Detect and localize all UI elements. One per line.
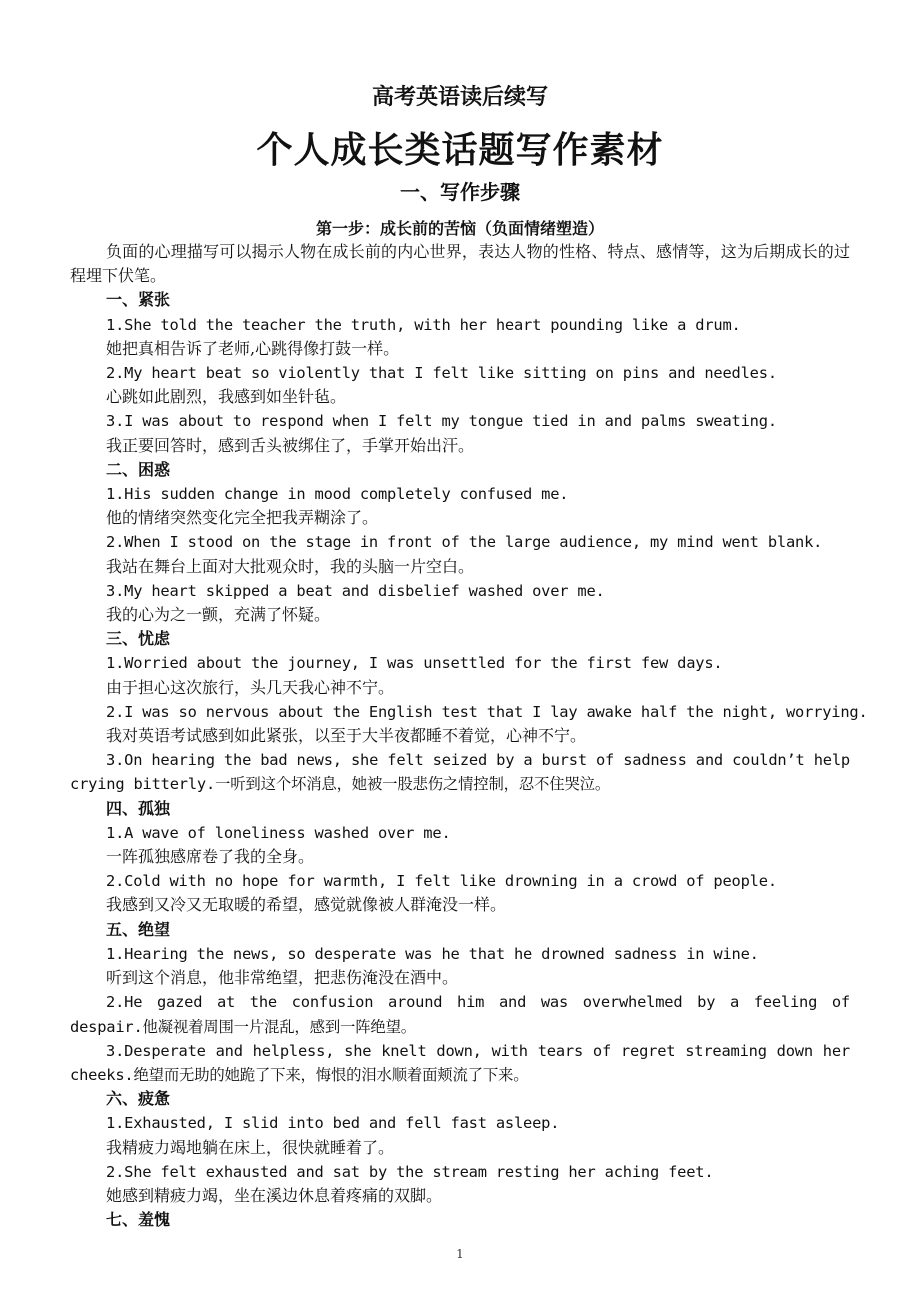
chinese-translation: 由于担心这次旅行，头几天我心神不宁。 — [106, 677, 395, 697]
document-subtitle: 高考英语读后续写 — [371, 85, 548, 110]
intro-paragraph: 负面的心理描写可以揭示人物在成长前的内心世界，表达人物的性格、特点、感情等，这为后期成长的过程埋下伏笔。 — [70, 242, 850, 286]
chinese-translation: 听到这个消息，他非常绝望，把悲伤淹没在酒中。 — [106, 968, 459, 988]
document-body — [70, 240, 868, 1232]
english-sentence: 3.On hearing the bad news, she felt seized by a burst of sadness and couldn’t help crying bitterly.一听到这个坏消息，她被一股悲伤之情控制，忍不住哭泣。 — [70, 751, 850, 794]
english-sentence: 1.A wave of loneliness washed over me. — [106, 823, 451, 842]
chinese-translation: 我感到又冷又无取暖的希望，感觉就像被人群淹没一样。 — [106, 895, 507, 915]
chinese-translation: 我精疲力竭地躺在床上，很快就睡着了。 — [106, 1137, 395, 1157]
english-sentence: 2.My heart beat so violently that I felt like sitting on pins and needles. — [106, 364, 777, 383]
english-sentence: 1.His sudden change in mood completely confused me. — [106, 485, 569, 504]
english-sentence: 1.Worried about the journey, I was unsettled for the first few days. — [106, 654, 723, 673]
document-title: 个人成长类话题写作素材 — [256, 130, 664, 171]
english-sentence: 2.He gazed at the confusion around him and was overwhelmed by a feeling of despair.他凝视着周围一片混乱，感到一阵绝望。 — [70, 993, 850, 1036]
chinese-translation: 他的情绪突然变化完全把我弄糊涂了。 — [106, 508, 379, 528]
english-sentence: 2.She felt exhausted and sat by the stream resting her aching feet. — [106, 1162, 714, 1181]
category-heading: 六、疲惫 — [106, 1089, 171, 1109]
category-heading: 七、羞愧 — [106, 1210, 171, 1230]
english-sentence: 3.Desperate and helpless, she knelt down, with tears of regret streaming down her cheeks.绝望而无助的她跪了下来，悔恨的泪水顺着面颊流了下来。 — [70, 1041, 850, 1084]
category-list — [70, 288, 868, 1232]
category-heading: 五、绝望 — [106, 919, 171, 939]
chinese-translation: 我正要回答时，感到舌头被绑住了，手掌开始出汗。 — [106, 435, 475, 455]
english-sentence: 2.I was so nervous about the English test that I lay awake half the night, worrying. — [106, 702, 868, 721]
step-heading: 第一步：成长前的苦恼（负面情绪塑造） — [315, 219, 604, 238]
chinese-translation: 我站在舞台上面对大批观众时，我的头脑一片空白。 — [106, 556, 475, 576]
english-sentence: 1.Hearing the news, so desperate was he that he drowned sadness in wine. — [106, 944, 759, 963]
page-number: 1 — [456, 1247, 464, 1261]
chinese-translation: 她感到精疲力竭，坐在溪边休息着疼痛的双脚。 — [106, 1185, 443, 1205]
chinese-translation: 我对英语考试感到如此紧张，以至于大半夜都睡不着觉，心神不宁。 — [106, 726, 587, 746]
english-sentence: 1.Exhausted, I slid into bed and fell fast asleep. — [106, 1114, 560, 1133]
section-heading: 一、写作步骤 — [400, 180, 520, 204]
chinese-translation: 一阵孤独感席卷了我的全身。 — [106, 847, 315, 867]
category-heading: 四、孤独 — [106, 798, 171, 818]
chinese-translation: 我的心为之一颤，充满了怀疑。 — [106, 605, 331, 625]
chinese-translation: 心跳如此剧烈，我感到如坐针毡。 — [106, 387, 347, 407]
category-heading: 二、困惑 — [106, 459, 171, 479]
english-sentence: 3.My heart skipped a beat and disbelief washed over me. — [106, 581, 605, 600]
english-sentence: 2.Cold with no hope for warmth, I felt like drowning in a crowd of people. — [106, 872, 777, 891]
english-sentence: 1.She told the teacher the truth, with her heart pounding like a drum. — [106, 315, 741, 334]
category-heading: 三、忧虑 — [106, 629, 171, 649]
english-sentence: 2.When I stood on the stage in front of the large audience, my mind went blank. — [106, 533, 823, 552]
category-heading: 一、紧张 — [106, 290, 171, 310]
chinese-translation: 她把真相告诉了老师,心跳得像打鼓一样。 — [106, 338, 400, 358]
english-sentence: 3.I was about to respond when I felt my tongue tied in and palms sweating. — [106, 412, 777, 431]
